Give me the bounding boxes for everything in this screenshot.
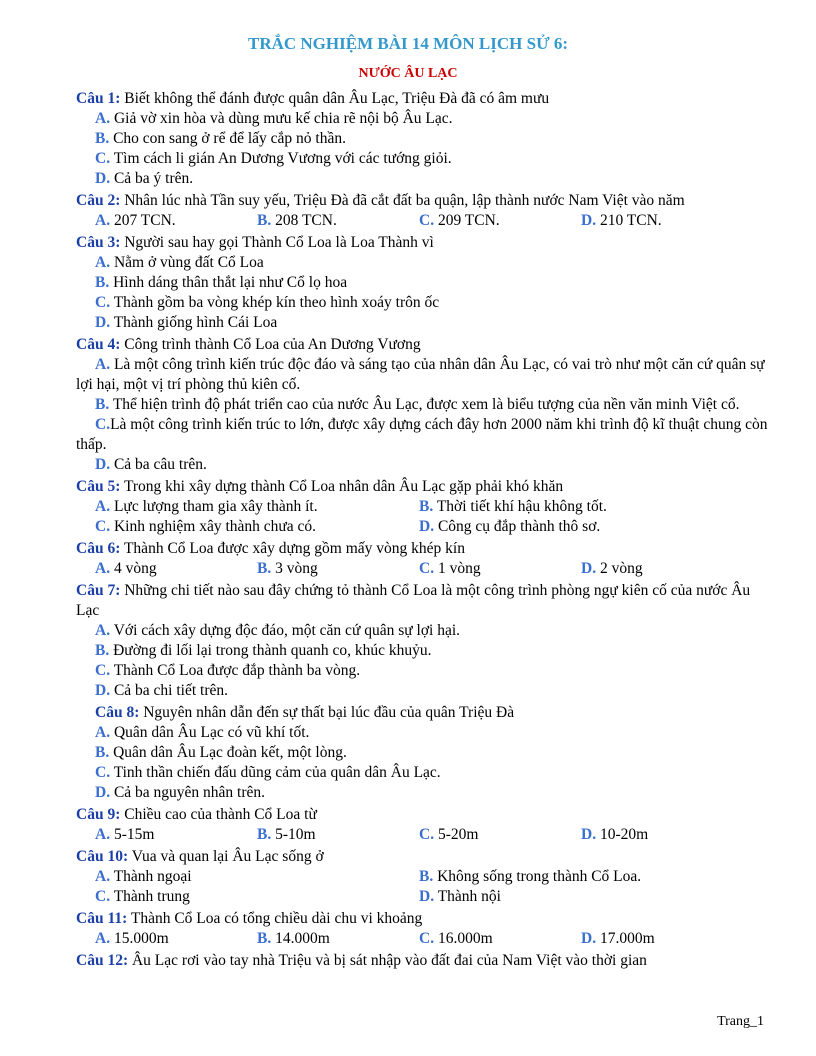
question-text: Công trình thành Cổ Loa của An Dương Vương bbox=[124, 336, 421, 353]
option-c[interactable]: C. 5-20m bbox=[419, 826, 479, 843]
option-b[interactable]: B. 3 vòng bbox=[257, 560, 318, 577]
question-11 bbox=[76, 909, 770, 949]
question-text: Người sau hay gọi Thành Cổ Loa là Loa Thành vì bbox=[124, 234, 434, 251]
question-text: Âu Lạc rơi vào tay nhà Triệu và bị sát nhập vào đất đai của Nam Việt vào thời gian bbox=[131, 952, 647, 969]
option-b[interactable]: B. Đường đi lối lại trong thành quanh co, khúc khuỷu. bbox=[95, 642, 432, 659]
option-d[interactable]: D. Thành nội bbox=[419, 888, 501, 905]
option-a[interactable]: A. 207 TCN. bbox=[95, 212, 176, 229]
question-3 bbox=[76, 233, 770, 333]
question-text: Chiều cao của thành Cổ Loa từ bbox=[124, 806, 317, 823]
question-8 bbox=[76, 703, 770, 803]
option-b[interactable]: B. Quân dân Âu Lạc đoàn kết, một lòng. bbox=[95, 744, 347, 761]
option-d[interactable]: D. Cả ba nguyên nhân trên. bbox=[95, 784, 266, 801]
question-7 bbox=[76, 581, 770, 701]
question-text: Thành Cổ Loa được xây dựng gồm mấy vòng khép kín bbox=[123, 540, 465, 557]
option-b[interactable]: B. Hình dáng thân thắt lại như Cổ lọ hoa bbox=[95, 274, 348, 291]
option-b[interactable]: B. 14.000m bbox=[257, 930, 330, 947]
question-text: Biết không thể đánh được quân dân Âu Lạc, Triệu Đà đã có âm mưu bbox=[124, 90, 550, 107]
option-d[interactable]: D. 2 vòng bbox=[581, 560, 643, 577]
option-a[interactable]: A. 4 vòng bbox=[95, 560, 157, 577]
question-number: Câu 4: bbox=[76, 336, 121, 353]
option-b[interactable]: B. 208 TCN. bbox=[257, 212, 337, 229]
option-b[interactable]: B. Thể hiện trình độ phát triển cao của nước Âu Lạc, được xem là biểu tượng của nền văn minh Việt cổ. bbox=[95, 396, 740, 413]
question-4 bbox=[76, 335, 770, 475]
option-a[interactable]: A. Giả vờ xin hòa và dùng mưu kế chia rẽ nội bộ Âu Lạc. bbox=[95, 110, 453, 127]
option-c[interactable]: C. Tinh thần chiến đấu dũng cảm của quân dân Âu Lạc. bbox=[95, 764, 441, 781]
question-text: Nhân lúc nhà Tần suy yếu, Triệu Đà đã cắt đất ba quận, lập thành nước Nam Việt vào năm bbox=[124, 192, 685, 209]
option-c[interactable]: C.Là một công trình kiến trúc to lớn, được xây dựng cách đây hơn 2000 năm khi trình độ kĩ thuật chung còn thấp. bbox=[76, 416, 768, 453]
option-b[interactable]: B. Không sống trong thành Cổ Loa. bbox=[419, 868, 642, 885]
option-c[interactable]: C. 209 TCN. bbox=[419, 212, 500, 229]
question-2 bbox=[76, 191, 770, 231]
question-number: Câu 10: bbox=[76, 848, 129, 865]
option-d[interactable]: D. Thành giống hình Cái Loa bbox=[95, 314, 278, 331]
question-number: Câu 12: bbox=[76, 952, 129, 969]
question-9 bbox=[76, 805, 770, 845]
option-b[interactable]: B. 5-10m bbox=[257, 826, 316, 843]
option-d[interactable]: D. Công cụ đắp thành thô sơ. bbox=[419, 518, 601, 535]
page-subtitle: NƯỚC ÂU LẠC bbox=[358, 66, 458, 81]
question-number: Câu 5: bbox=[76, 478, 121, 495]
page-title: TRẮC NGHIỆM BÀI 14 MÔN LỊCH SỬ 6: bbox=[247, 34, 569, 53]
question-text: Thành Cổ Loa có tổng chiều dài chu vi khoảng bbox=[130, 910, 423, 927]
option-a[interactable]: A. Lực lượng tham gia xây thành ít. bbox=[95, 498, 318, 515]
question-number: Câu 2: bbox=[76, 192, 121, 209]
option-b[interactable]: B. Cho con sang ở rể để lấy cắp nỏ thần. bbox=[95, 130, 346, 147]
question-number: Câu 8: bbox=[95, 704, 140, 721]
option-d[interactable]: D. 10-20m bbox=[581, 826, 649, 843]
option-c[interactable]: C. Thành trung bbox=[95, 888, 190, 905]
question-6 bbox=[76, 539, 770, 579]
question-10 bbox=[76, 847, 770, 907]
option-c[interactable]: C. 16.000m bbox=[419, 930, 493, 947]
question-text: Những chi tiết nào sau đây chứng tỏ thành Cổ Loa là một công trình phòng ngự kiên cố của nước Âu Lạc bbox=[76, 582, 751, 619]
option-c[interactable]: C. Thành gồm ba vòng khép kín theo hình xoáy trôn ốc bbox=[95, 294, 440, 311]
question-number: Câu 6: bbox=[76, 540, 121, 557]
option-c[interactable]: C. Kinh nghiệm xây thành chưa có. bbox=[95, 518, 317, 535]
question-text: Vua và quan lại Âu Lạc sống ở bbox=[131, 848, 324, 865]
option-a[interactable]: A. Quân dân Âu Lạc có vũ khí tốt. bbox=[95, 724, 310, 741]
option-c[interactable]: C. Tìm cách li gián An Dương Vương với các tướng giỏi. bbox=[95, 150, 452, 167]
option-b[interactable]: B. Thời tiết khí hậu không tốt. bbox=[419, 498, 607, 515]
option-a[interactable]: A. Thành ngoại bbox=[95, 868, 192, 885]
option-a[interactable]: A. 5-15m bbox=[95, 826, 155, 843]
question-5 bbox=[76, 477, 770, 537]
option-d[interactable]: D. Cả ba chi tiết trên. bbox=[95, 682, 229, 699]
option-d[interactable]: D. 210 TCN. bbox=[581, 212, 662, 229]
option-c[interactable]: C. 1 vòng bbox=[419, 560, 481, 577]
page-number: Trang_1 bbox=[717, 1014, 764, 1029]
option-a[interactable]: A. Là một công trình kiến trúc độc đáo và sáng tạo của nhân dân Âu Lạc, có vai trò như một căn cứ quân sự lợi hại, một vị trí phòng thủ kiên cố. bbox=[76, 356, 765, 393]
question-12 bbox=[76, 951, 770, 971]
option-d[interactable]: D. 17.000m bbox=[581, 930, 655, 947]
option-d[interactable]: D. Cả ba ý trên. bbox=[95, 170, 194, 187]
question-list bbox=[76, 89, 770, 971]
option-a[interactable]: A. 15.000m bbox=[95, 930, 169, 947]
option-a[interactable]: A. Với cách xây dựng độc đáo, một căn cứ quân sự lợi hại. bbox=[95, 622, 461, 639]
option-c[interactable]: C. Thành Cổ Loa được đắp thành ba vòng. bbox=[95, 662, 361, 679]
option-d[interactable]: D. Cả ba câu trên. bbox=[95, 456, 207, 473]
option-a[interactable]: A. Nằm ở vùng đất Cổ Loa bbox=[95, 254, 264, 271]
question-number: Câu 9: bbox=[76, 806, 121, 823]
question-number: Câu 3: bbox=[76, 234, 121, 251]
question-1 bbox=[76, 89, 770, 189]
question-text: Nguyên nhân dẫn đến sự thất bại lúc đầu của quân Triệu Đà bbox=[143, 704, 515, 721]
question-text: Trong khi xây dựng thành Cổ Loa nhân dân Âu Lạc gặp phải khó khăn bbox=[123, 478, 564, 495]
question-number: Câu 7: bbox=[76, 582, 121, 599]
question-number: Câu 11: bbox=[76, 910, 128, 927]
question-number: Câu 1: bbox=[76, 90, 121, 107]
